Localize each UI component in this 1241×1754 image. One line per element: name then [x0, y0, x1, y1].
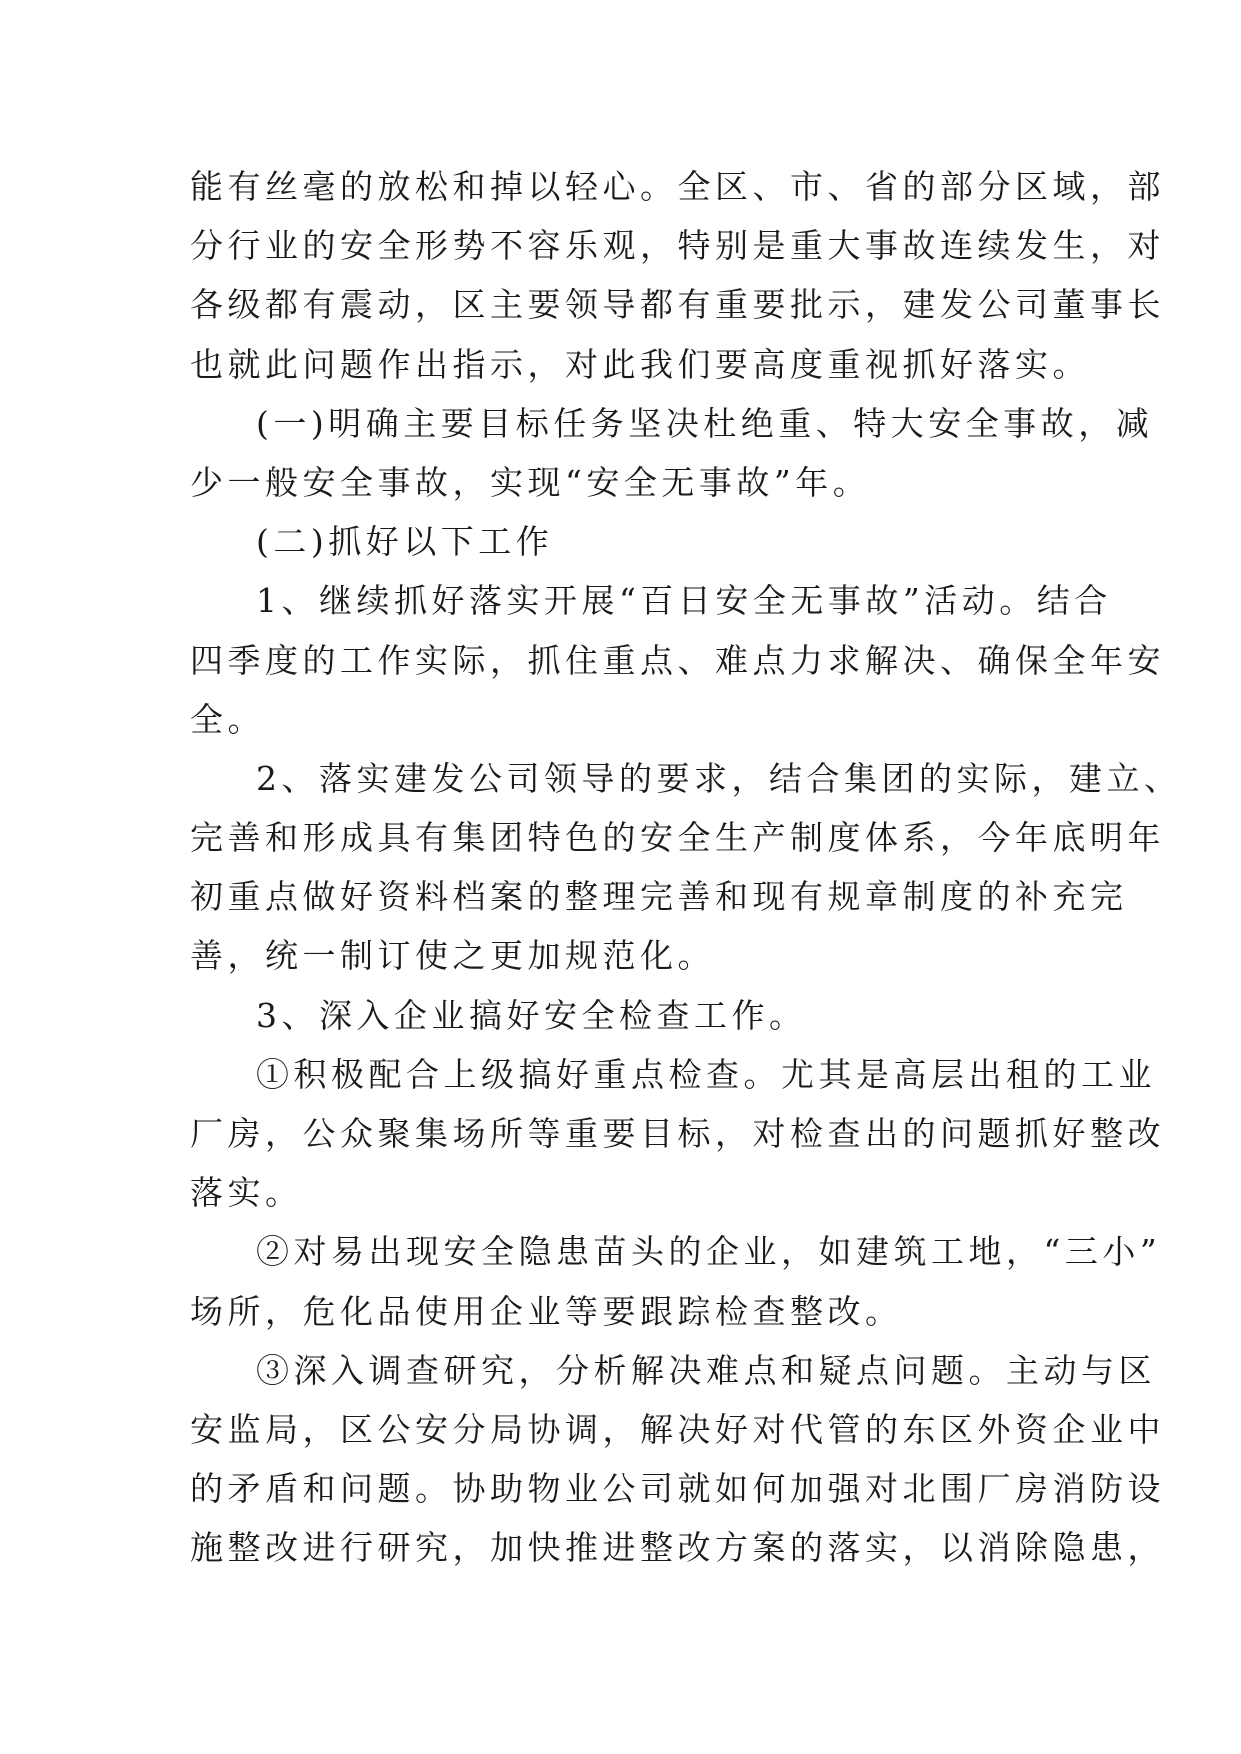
text-line: 分行业的安全形势不容乐观，特别是重大事故连续发生，对	[190, 226, 1165, 266]
text-line: 初重点做好资料档案的整理完善和现有规章制度的补充完	[190, 877, 1128, 917]
text-line: (二)抓好以下工作	[256, 522, 554, 562]
text-line: 四季度的工作实际，抓住重点、难点力求解决、确保全年安	[190, 640, 1165, 680]
text-line: ②对易出现安全隐患苗头的企业，如建筑工地，“三小”	[256, 1232, 1162, 1272]
text-line: 厂房，公众聚集场所等重要目标，对检查出的问题抓好整改	[190, 1114, 1165, 1153]
text-line: 安监局，区公安分局协调，解决好对代管的东区外资企业中	[190, 1409, 1165, 1449]
text-line: 善，统一制订使之更加规范化。	[190, 936, 715, 976]
text-line: 2、落实建发公司领导的要求，结合集团的实际，建立、	[256, 758, 1182, 798]
text-line: 3、深入企业搞好安全检查工作。	[256, 995, 807, 1035]
text-line: 能有丝毫的放松和掉以轻心。全区、市、省的部分区域，部	[190, 167, 1165, 206]
text-line: ③深入调查研究，分析解决难点和疑点问题。主动与区	[256, 1350, 1156, 1390]
text-line: (一)明确主要目标任务坚决杜绝重、特大安全事故，减	[256, 403, 1154, 443]
text-line: 全。	[190, 699, 265, 739]
text-line: 1、继续抓好落实开展“百日安全无事故”活动。结合	[256, 581, 1112, 621]
text-line: 的矛盾和问题。协助物业公司就如何加强对北围厂房消防设	[190, 1469, 1165, 1509]
text-line: 场所，危化品使用企业等要跟踪检查整改。	[190, 1291, 903, 1331]
document-body	[190, 157, 1182, 1578]
text-line: ①积极配合上级搞好重点检查。尤其是高层出租的工业	[256, 1054, 1156, 1094]
text-line: 也就此问题作出指示，对此我们要高度重视抓好落实。	[190, 344, 1090, 384]
text-line: 完善和形成具有集团特色的安全生产制度体系，今年底明年	[190, 818, 1165, 858]
text-line: 施整改进行研究，加快推进整改方案的落实，以消除隐患，	[190, 1528, 1165, 1568]
text-line: 少一般安全事故，实现“安全无事故”年。	[190, 462, 871, 502]
text-line: 各级都有震动，区主要领导都有重要批示，建发公司董事长	[190, 285, 1165, 325]
text-line: 落实。	[190, 1173, 303, 1213]
